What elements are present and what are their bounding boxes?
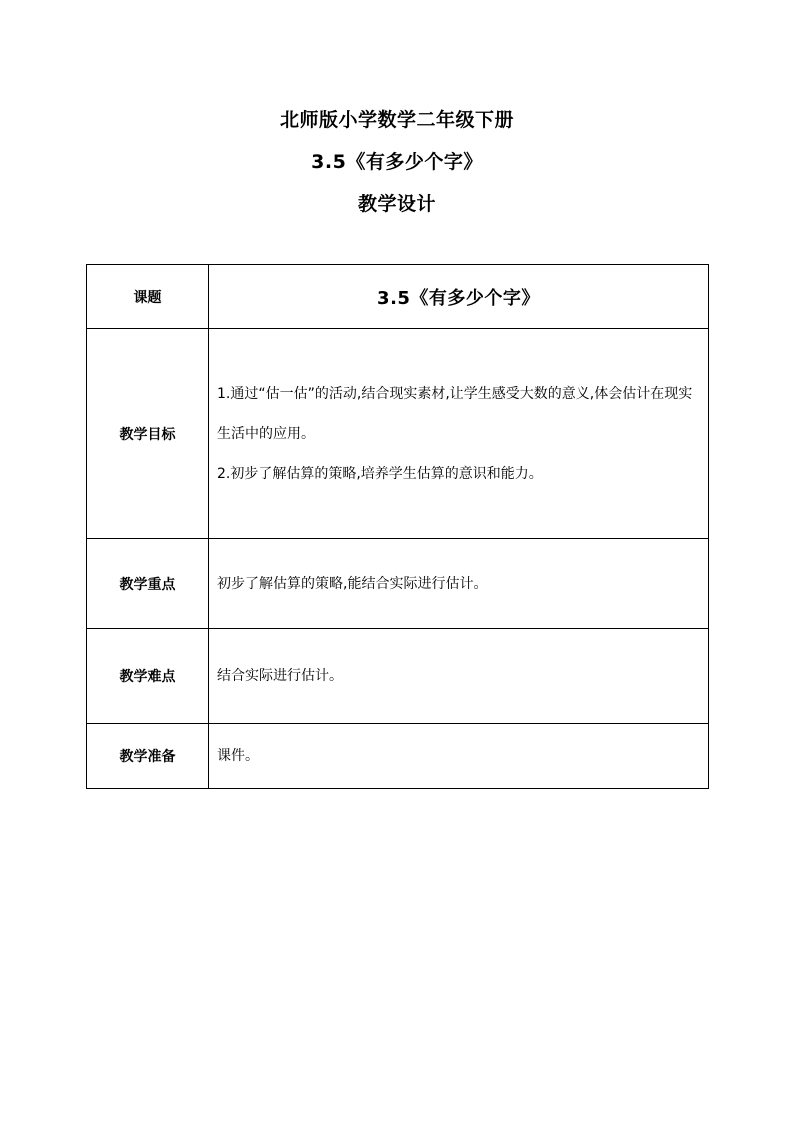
topic-label: 课题 — [87, 265, 209, 329]
key-points-label: 教学重点 — [87, 539, 209, 629]
title-doc-type: 教学设计 — [357, 193, 436, 215]
goals-cell — [209, 329, 709, 539]
table-row-topic — [87, 265, 709, 329]
table-row-goals — [87, 329, 709, 539]
key-points-value: 初步了解估算的策略,能结合实际进行估计。 — [209, 539, 709, 629]
goal-item-2: 2.初步了解估算的策略,培养学生估算的意识和能力。 — [217, 465, 543, 482]
difficulties-value: 结合实际进行估计。 — [209, 629, 709, 724]
table-row-key-points — [87, 539, 709, 629]
document-header — [0, 104, 794, 230]
goal-item-1: 1.通过“估一估”的活动,结合现实素材,让学生感受大数的意义,体会估计在现实生活中的应用。 — [217, 385, 693, 442]
table-row-preparation — [87, 724, 709, 789]
preparation-label: 教学准备 — [87, 724, 209, 789]
lesson-plan-table — [86, 264, 709, 789]
preparation-value: 课件。 — [209, 724, 709, 789]
table-row-difficulties — [87, 629, 709, 724]
goals-label: 教学目标 — [87, 329, 209, 539]
title-lesson: 3.5《有多少个字》 — [311, 151, 483, 173]
topic-value: 3.5《有多少个字》 — [209, 265, 709, 329]
difficulties-label: 教学难点 — [87, 629, 209, 724]
title-textbook: 北师版小学数学二年级下册 — [279, 109, 514, 131]
